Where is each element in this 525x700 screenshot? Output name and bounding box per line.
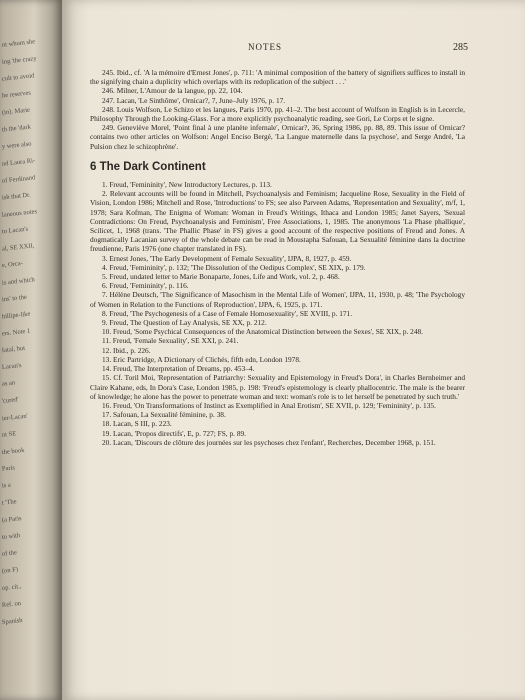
side-fragment: Spanish [1,616,23,627]
side-fragment: nt SE [1,430,17,439]
side-fragment: (in). Marie [1,106,31,117]
side-fragment: to Lacan's [1,225,29,236]
note-item: 11. Freud, 'Female Sexuality', SE XXI, p. 241. [102,336,239,346]
running-head: NOTES [248,42,282,52]
side-fragment: ier-Lacan' [1,412,29,423]
note-item: 12. Ibid., p. 226. [102,345,151,355]
side-fragment: Ref. on [1,600,22,609]
section-heading: 6 The Dark Continent [90,160,206,173]
side-fragment: t 'The [1,498,17,507]
note-item: 14. Freud, The Interpretation of Dreams, pp. 453–4. [102,364,255,374]
note-item: 4. Freud, 'Femininity', p. 132; 'The Dissolution of the Oedipus Complex', SE XIX, p. 179. [102,262,366,272]
notes-main-list [90,180,465,447]
note-item: 2. Relevant accounts will be found in Mitchell, Psychoanalysis and Feminism; Jacqueline Rose, Sexuality in the Field of Vision, London 1986; Mitchell and Rose, 'Introductions' to FS; see also Parveen Adams, 'Representation and Sexuality', m/f, 1, 1978; Sara Kofman, The Enigma of Woman: Woman in Freud's Writings, Ithaca and London 1985; Janet Sayers, 'Sexual Contradictions: On Freud, Psychoanalysis and Feminism', Free Associations, 1, 1985. The anonymous 'La Phase phallique', Scilicet, 1, 1968 (trans. 'The Phallic Phase' in FS) gives a good account of the respective positions of Freud and Jones. A dogmatically Lacanian survey of the whole debate can be read in Moustapha Safouan, La Sexualité féminine dans la doctrine freudienne, Paris 1976 (one chapter translated in FS). [90,189,465,254]
page-number: 285 [453,42,468,53]
note-item: 247. Lacan, 'Le Sinthôme', Ornicar?, 7, June–July 1976, p. 17. [102,95,286,105]
side-fragment: nd Laura Ri- [1,157,36,168]
side-fragment: cult to avoid [1,72,35,83]
note-item: 20. Lacan, 'Discours de clôture des journées sur les psychoses chez l'enfant', Recherches, December 1968, p. 151. [102,437,436,447]
previous-page-text [0,0,62,700]
note-item: 248. Louis Wolfson, Le Schizo et les langues, Paris 1970, pp. 41–2. The best account of Wolfson in English is in Lecercle, Philosophy Through the Looking-Glass. For a more explicitly psychoanalytic reading, see Gori, Le Corps et le signe. [90,104,465,124]
note-item: 1. Freud, 'Femininity', New Introductory Lectures, p. 113. [102,180,272,190]
note-item: 5. Freud, undated letter to Marie Bonaparte, Jones, Life and Work, vol. 2, p. 468. [102,272,340,282]
side-fragment: y were also [1,140,32,151]
note-item: 13. Eric Partridge, A Dictionary of Clichés, fifth edn, London 1978. [102,354,301,364]
side-fragment: ers. Note 1 [1,327,31,338]
side-fragment: (a Paris [1,514,22,525]
note-item: 245. Ibid., cf. 'A la mémoire d'Ernest Jones', p. 711: 'A minimal composition of the battery of signifiers suffices to install in the signifying chain a duplicity which overlaps with its redoplication of the subject . . .' [90,68,465,87]
side-fragment: is and which [1,276,36,287]
side-fragment: (on F) [1,566,19,575]
side-fragment: the book [1,446,25,457]
previous-page-edge [0,0,62,700]
side-fragment: 'cured' [1,396,20,405]
note-item: 6. Freud, 'Femininity', p. 116. [102,281,189,291]
side-fragment: as an [1,379,16,388]
note-item: 15. Cf. Toril Moi, 'Representation of Patriarchy: Sexuality and Epistemology in Freud's Dora', in Charles Bernheimer and Claire Kahane, eds, In Dora's Case, London 1985, p. 198: 'Freud's epistemology is clearly phallocentric. The male is the bearer of knowledge; he alone has the power to penetrate woman and text: woman's role is to let herself be penetrated by such truth.' [90,373,465,401]
note-item: 249. Geneviève Morel, 'Point final à une planète infernale', Ornicar?, 36, Spring 1986, pp. 88, 89. This issue of Ornicar? contains two other articles on Wolfson: Angel Enciso Bergé, 'La Langue maternelle dans la psychose', and Serge André, 'La Pulsion chez le schizophrène'. [90,123,465,151]
note-item: 10. Freud, 'Some Psychical Consequences of the Anatomical Distinction between the Sexes', SE XIX, p. 248. [102,327,424,337]
side-fragment: e, Orca- [1,259,24,270]
side-fragment: ing 'the crazy [1,55,37,66]
note-item: 7. Hélène Deutsch, 'The Significance of Masochism in the Mental Life of Women', IJPA, 11, 1930, p. 48; 'The Psychology of Women in Relation to the Functions of Reproduction', IJPA, 6, 1925, p. 171. [90,290,465,309]
side-fragment: hillipe-like [1,310,31,321]
side-fragment: ins' to the [1,293,28,304]
side-fragment: to with [1,532,21,541]
note-item: 19. Lacan, 'Propos directifs', E, p. 727; FS, p. 89. [102,428,246,438]
side-fragment: fatal, but [1,344,26,355]
side-fragment: he reserves [1,89,32,100]
note-item: 3. Ernest Jones, 'The Early Development of Female Sexuality', IJPA, 8, 1927, p. 459. [102,253,352,263]
side-fragment: Lacan's [1,362,22,372]
side-fragment: ish that Dr. [1,191,31,202]
notes-top-list [90,68,465,151]
side-fragment: of Ferdinand [1,174,36,185]
side-fragment: th the 'dark [1,123,32,134]
side-fragment: al, SE XXII, [1,242,35,253]
side-fragment: laneous notes [1,208,38,219]
note-item: 18. Lacan, S III, p. 223. [102,419,172,429]
side-fragment: op. cit., [1,583,22,593]
side-fragment: nt whom she [1,38,36,49]
note-item: 246. Milner, L'Amour de la langue, pp. 22, 104. [102,86,243,96]
note-item: 9. Freud, The Question of Lay Analysis, SE XX, p. 212. [102,318,267,328]
note-item: 8. Freud, 'The Psychogenesis of a Case of Female Homosexuality', SE XVIII, p. 171. [102,308,353,318]
page-header [88,42,468,56]
notes-body [90,68,465,447]
side-fragment: Paris [1,464,16,473]
side-fragment: of the [1,549,18,558]
note-item: 16. Freud, 'On Transformations of Instinct as Exemplified in Anal Erotism', SE XVII, p. 129; 'Femininity', p. 135. [102,400,436,410]
side-fragment: is a [1,481,12,490]
note-item: 17. Safouan, La Sexualité féminine, p. 38. [102,410,226,420]
